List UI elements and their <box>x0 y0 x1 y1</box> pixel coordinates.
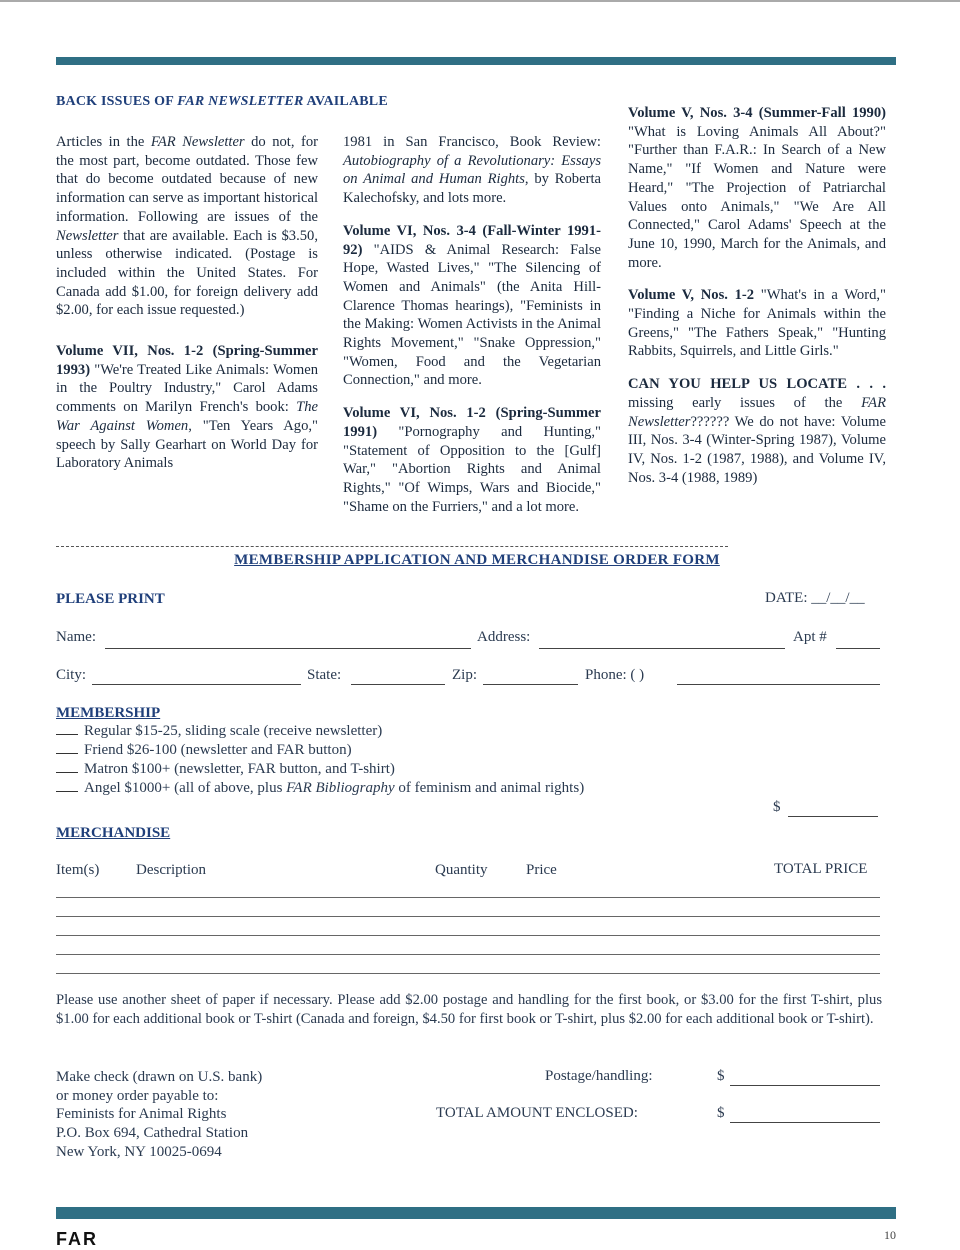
address-label: Address: <box>477 629 531 645</box>
checkbox-blank[interactable] <box>56 772 78 773</box>
address-line: New York, NY 10025-0694 <box>56 1143 222 1160</box>
checkbox-blank[interactable] <box>56 734 78 735</box>
top-rule <box>56 57 896 65</box>
membership-amount-field[interactable] <box>788 816 878 817</box>
please-print-label: PLEASE PRINT <box>56 591 165 607</box>
col-quantity: Quantity <box>435 862 488 878</box>
apt-label: Apt # <box>793 629 827 645</box>
postage-label: Postage/handling: <box>545 1068 653 1084</box>
city-field[interactable] <box>92 684 301 685</box>
address-line: Make check (drawn on U.S. bank) <box>56 1069 263 1085</box>
membership-option-regular[interactable]: Regular $15-25, sliding scale (receive newsletter) <box>56 723 382 740</box>
order-row-line[interactable] <box>56 973 880 974</box>
issue-vol5-1-2: Volume V, Nos. 1-2 "What's in a Word," "Finding a Niche for Animals within the Greens," "The Fathers Speak," "Hunting Rabbits, Squirrels, and Little Girls." <box>628 287 886 360</box>
phone-field[interactable] <box>677 684 880 685</box>
column-2 <box>343 133 601 530</box>
membership-title: MEMBERSHIP <box>56 705 161 721</box>
column-3 <box>628 104 886 501</box>
order-row-line[interactable] <box>56 954 880 955</box>
col-total-price: TOTAL PRICE <box>774 861 868 877</box>
review-continuation: 1981 in San Francisco, Book Review: Autobiography of a Revolutionary: Essays on Animal and Human Rights, by Roberta Kalechofsky, and lots more. <box>343 134 601 207</box>
checkbox-blank[interactable] <box>56 753 78 754</box>
order-row-line[interactable] <box>56 916 880 917</box>
membership-option-angel[interactable]: Angel $1000+ (all of above, plus FAR Bibliography of feminism and animal rights) <box>56 780 584 797</box>
address-line: or money order payable to: <box>56 1087 219 1104</box>
back-issues-heading: BACK ISSUES OF FAR NEWSLETTER AVAILABLE <box>56 94 388 109</box>
name-field[interactable] <box>105 648 471 649</box>
address-line: Feminists for Animal Rights <box>56 1106 227 1123</box>
state-label: State: <box>307 667 342 683</box>
far-logo: FAR <box>56 1229 98 1249</box>
postage-field[interactable] <box>730 1085 880 1086</box>
col-description: Description <box>136 862 206 878</box>
scan-edge <box>0 0 960 14</box>
cut-line <box>56 546 728 547</box>
issue-vol5-3-4: Volume V, Nos. 3-4 (Summer-Fall 1990) "What is Loving Animals All About?" "Further than F.A.R.: In Search of a New Name," "If Women and Nature were Heard," "The Projection of Patriarchal Values onto Animals," "We Are All Connected," Carol Adams' Speech at the June 10, 1990, March for the Animals, and more. <box>628 105 886 271</box>
merchandise-title: MERCHANDISE <box>56 825 171 841</box>
total-dollar: $ <box>717 1105 725 1121</box>
total-field[interactable] <box>730 1122 880 1123</box>
name-label: Name: <box>56 629 96 645</box>
postage-dollar: $ <box>717 1068 725 1084</box>
membership-dollar: $ <box>773 799 781 815</box>
apt-field[interactable] <box>836 648 880 649</box>
checkbox-blank[interactable] <box>56 791 78 792</box>
membership-option-matron[interactable]: Matron $100+ (newsletter, FAR button, and T-shirt) <box>56 761 395 778</box>
issue-vol7: Volume VII, Nos. 1-2 (Spring-Summer 1993) "We're Treated Like Animals: Women in the Poultry Industry," Carol Adams comments on Marilyn French's book: The War Against Women, "Ten Years Ago," speech by Sally Gearhart on World Day for Laboratory Animals <box>56 343 318 472</box>
payment-address <box>56 1068 262 1162</box>
address-field[interactable] <box>539 648 785 649</box>
order-row-line[interactable] <box>56 935 880 936</box>
form-title: MEMBERSHIP APPLICATION AND MERCHANDISE ORDER FORM <box>234 552 720 568</box>
issue-vol6-3-4: Volume VI, Nos. 3-4 (Fall-Winter 1991-92) "AIDS & Animal Research: False Hope, Wasted Lives," "The Silencing of Women and Animals" (the Anita Hill-Clarence Thomas hearings), "Feminists in the Making: Women Activists in the Animal Rights Movement," "Snake Oppression," "Women, Food and the Vegetarian Connection," and more. <box>343 222 601 389</box>
bottom-rule <box>56 1207 896 1219</box>
intro-paragraph: Articles in the FAR Newsletter do not, for the most part, become outdated. Those few that do become outdated because of new information can serve as important historical information. Following are issues of the Newsletter that are available. Each is $3.50, unless otherwise indicated. (Postage is included within the United States. For Canada add $1.00, for foreign delivery add $2.00, for each issue requested.) <box>56 134 318 319</box>
city-label: City: <box>56 667 87 683</box>
state-field[interactable] <box>351 684 445 685</box>
membership-option-friend[interactable]: Friend $26-100 (newsletter and FAR button) <box>56 742 352 759</box>
order-row-line[interactable] <box>56 897 880 898</box>
address-line: P.O. Box 694, Cathedral Station <box>56 1125 249 1142</box>
issue-vol6-1-2: Volume VI, Nos. 1-2 (Spring-Summer 1991) "Pornography and Hunting," "Statement of Opposition to the [Gulf] War," "Abortion Rights and Animal Rights," "Of Wimps, Wars and Biocide," "Shame on the Furriers," and a lot more. <box>343 405 601 515</box>
missing-issues-request: CAN YOU HELP US LOCATE . . . missing early issues of the FAR Newsletter?????? We do not have: Volume III, Nos. 3-4 (Winter-Spring 1987), Volume IV, Nos. 1-2 (1987, 1988), and Volume IV, Nos. 3-4 (1988, 1989) <box>628 376 886 486</box>
zip-label: Zip: <box>452 667 477 683</box>
col-item: Item(s) <box>56 862 100 878</box>
date-field[interactable]: DATE: __/__/__ <box>765 590 865 606</box>
page-number: 10 <box>884 1228 896 1242</box>
col-price: Price <box>526 862 557 878</box>
column-1 <box>56 133 318 487</box>
zip-field[interactable] <box>483 684 578 685</box>
total-label: TOTAL AMOUNT ENCLOSED: <box>436 1105 638 1121</box>
phone-label: Phone: ( ) <box>585 667 645 683</box>
postage-note: Please use another sheet of paper if necessary. Please add $2.00 postage and handling for the first book, or $3.00 for the first T-shirt, plus $1.00 for each additional book or T-shirt (Canada and foreign, $4.50 for first book or T-shirt, plus $2.00 for each additional book or T-shirt). <box>56 992 882 1027</box>
